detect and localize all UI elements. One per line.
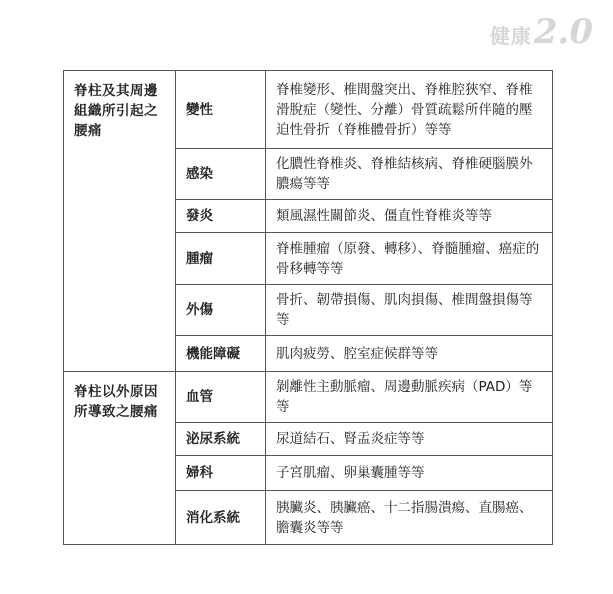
category-cell: 外傷 <box>176 285 266 336</box>
description-cell: 剝離性主動脈瘤、周邊動脈疾病（PAD）等等 <box>266 372 553 423</box>
group-label-non-spinal: 脊柱以外原因所導致之腰痛 <box>64 372 176 545</box>
category-cell: 消化系統 <box>176 491 266 545</box>
group-label-spinal: 脊柱及其周邊組織所引起之腰痛 <box>64 71 176 372</box>
table-row <box>64 71 553 149</box>
table-row <box>64 372 553 423</box>
category-cell: 泌尿系統 <box>176 423 266 456</box>
description-cell: 脊椎變形、椎間盤突出、脊椎腔狹窄、脊椎滑脫症（變性、分離）骨質疏鬆所伴隨的壓迫性骨折（脊椎體骨折）等等 <box>266 71 553 149</box>
description-cell: 類風濕性關節炎、僵直性脊椎炎等等 <box>266 200 553 233</box>
category-cell: 變性 <box>176 71 266 149</box>
brand-watermark-logo <box>490 12 593 52</box>
low-back-pain-causes-table <box>63 70 553 545</box>
description-cell: 骨折、韌帶損傷、肌肉損傷、椎間盤損傷等等 <box>266 285 553 336</box>
category-cell: 婦科 <box>176 456 266 491</box>
category-cell: 血管 <box>176 372 266 423</box>
description-cell: 子宮肌瘤、卵巢囊腫等等 <box>266 456 553 491</box>
watermark-number: 2.0 <box>533 12 593 52</box>
category-cell: 機能障礙 <box>176 336 266 372</box>
watermark-cjk: 健康 <box>489 24 532 48</box>
description-cell: 胰臟炎、胰臟癌、十二指腸潰瘍、直腸癌、膽囊炎等等 <box>266 491 553 545</box>
category-cell: 感染 <box>176 149 266 200</box>
description-cell: 化膿性脊椎炎、脊椎結核病、脊椎硬腦膜外膿瘍等等 <box>266 149 553 200</box>
description-cell: 脊椎腫瘤（原發、轉移）、脊髓腫瘤、癌症的骨移轉等等 <box>266 233 553 285</box>
category-cell: 腫瘤 <box>176 233 266 285</box>
category-cell: 發炎 <box>176 200 266 233</box>
description-cell: 尿道結石、腎盂炎症等等 <box>266 423 553 456</box>
description-cell: 肌肉疲勞、腔室症候群等等 <box>266 336 553 372</box>
